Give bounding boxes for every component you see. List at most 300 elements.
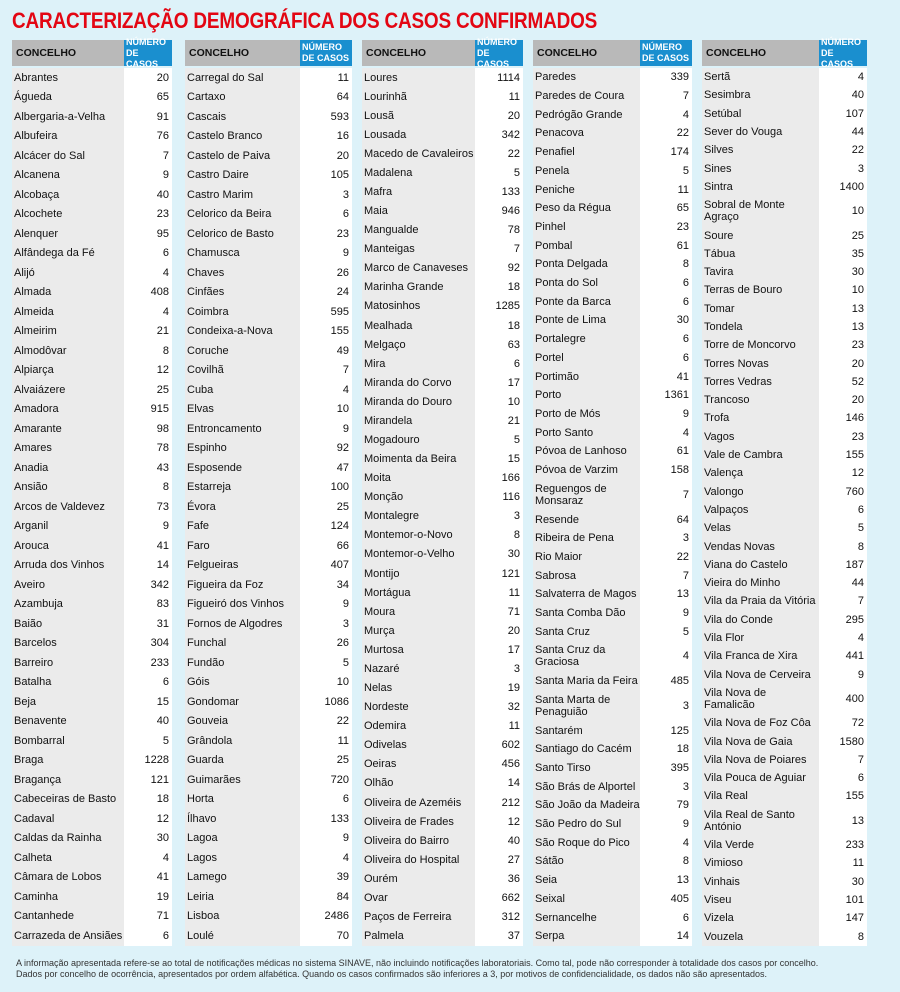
case-count: 13 <box>676 588 689 601</box>
county-name: Matosinhos <box>364 300 421 313</box>
table-row <box>702 199 867 223</box>
county-name: Torres Vedras <box>704 375 772 388</box>
table-header <box>185 40 352 66</box>
county-name: Oliveira do Hospital <box>364 853 460 866</box>
table-row <box>12 384 172 396</box>
county-name: Porto de Mós <box>535 408 601 420</box>
county-name: Estarreja <box>187 481 232 494</box>
table-row <box>362 797 523 809</box>
county-name: Figueiró dos Vinhos <box>187 598 285 611</box>
table-row <box>185 871 352 883</box>
table-row <box>12 793 172 805</box>
table-row <box>12 189 172 201</box>
table-row <box>702 595 867 607</box>
county-name: Reguengos de Monsaraz <box>535 482 607 507</box>
case-count: 24 <box>336 286 349 299</box>
county-name: Santa Marta de Penaguião <box>535 693 611 718</box>
case-count: 78 <box>507 224 520 237</box>
table-row <box>185 462 352 474</box>
table-row <box>533 626 692 638</box>
table-row <box>185 676 352 688</box>
county-name: Penacova <box>535 127 584 140</box>
county-name: Sobral de Monte Agraço <box>704 199 785 224</box>
table-row <box>12 676 172 688</box>
case-count: 662 <box>501 891 520 904</box>
county-name: Velas <box>704 522 731 535</box>
county-name: Castelo de Paiva <box>187 149 271 162</box>
county-name: Nazaré <box>364 662 400 675</box>
case-count: 915 <box>150 403 169 416</box>
header-numero-casos: NÚMERO DE CASOS <box>124 40 172 66</box>
county-name: Odemira <box>364 720 407 733</box>
case-count: 30 <box>676 314 689 327</box>
case-count: 10 <box>851 284 864 297</box>
table-row <box>702 71 867 83</box>
table-row <box>533 930 692 942</box>
case-count: 7 <box>682 569 689 582</box>
table-row <box>12 696 172 708</box>
table-row <box>533 71 692 83</box>
county-name: Funchal <box>187 637 227 650</box>
county-name: Albufeira <box>14 130 58 143</box>
case-count: 3 <box>682 532 689 545</box>
case-count: 407 <box>330 559 349 572</box>
table-row <box>12 637 172 649</box>
table-row <box>12 169 172 181</box>
table-row <box>185 384 352 396</box>
county-name: Coruche <box>187 344 229 357</box>
county-table <box>362 36 523 943</box>
case-count: 6 <box>682 277 689 290</box>
county-name: Peniche <box>535 183 575 196</box>
table-row <box>12 150 172 162</box>
table-row <box>702 541 867 553</box>
case-count: 18 <box>676 743 689 756</box>
county-name: Águeda <box>14 91 52 104</box>
county-name: Ponta do Sol <box>535 277 598 290</box>
county-name: Vila Pouca de Aguiar <box>704 772 806 785</box>
case-count: 6 <box>162 676 169 689</box>
table-row <box>12 735 172 747</box>
case-count: 17 <box>507 643 520 656</box>
county-name: Sintra <box>704 180 733 193</box>
county-name: Pinhel <box>535 220 566 233</box>
case-count: 15 <box>156 695 169 708</box>
table-row <box>12 832 172 844</box>
county-name: Vale de Cambra <box>704 449 783 462</box>
county-name: Oliveira de Frades <box>364 815 454 828</box>
table-row <box>185 930 352 942</box>
header-concelho: CONCELHO <box>185 40 300 66</box>
table-row <box>702 358 867 370</box>
county-name: Fornos de Algodres <box>187 617 283 630</box>
county-name: Valpaços <box>704 503 749 516</box>
table-row <box>702 394 867 406</box>
case-count: 8 <box>682 258 689 271</box>
table-row <box>533 165 692 177</box>
case-count: 1580 <box>839 735 864 748</box>
table-rows <box>185 68 352 946</box>
county-name: Felgueiras <box>187 559 239 572</box>
case-count: 11 <box>337 71 349 84</box>
county-name: Setúbal <box>704 107 742 120</box>
header-concelho: CONCELHO <box>533 40 640 66</box>
case-count: 6 <box>682 351 689 364</box>
county-name: Vila Nova de Gaia <box>704 735 793 748</box>
county-name: Mirandela <box>364 414 413 427</box>
table-row <box>702 577 867 589</box>
case-count: 5 <box>513 166 520 179</box>
county-name: Alfândega da Fé <box>14 247 95 260</box>
table-row <box>185 793 352 805</box>
county-name: Madalena <box>364 166 413 179</box>
county-name: Castelo Branco <box>187 130 263 143</box>
table-row <box>362 701 523 713</box>
case-count: 30 <box>156 832 169 845</box>
county-name: Lagos <box>187 851 217 864</box>
county-name: Vendas Novas <box>704 540 775 553</box>
county-name: Mealhada <box>364 319 413 332</box>
county-name: Cinfães <box>187 286 225 299</box>
table-row <box>533 221 692 233</box>
county-name: Vila Nova de Foz Côa <box>704 717 811 730</box>
case-count: 35 <box>851 247 864 260</box>
case-count: 133 <box>330 812 349 825</box>
table-row <box>185 696 352 708</box>
case-count: 65 <box>676 202 689 215</box>
case-count: 11 <box>852 857 864 870</box>
case-count: 7 <box>162 149 169 162</box>
case-count: 36 <box>507 872 520 885</box>
county-name: Almada <box>14 286 52 299</box>
county-name: Santarém <box>535 724 583 737</box>
case-count: 4 <box>857 632 864 645</box>
table-row <box>533 607 692 619</box>
table-row <box>362 758 523 770</box>
case-count: 23 <box>851 339 864 352</box>
case-count: 7 <box>682 90 689 103</box>
case-count: 19 <box>156 890 169 903</box>
case-count: 101 <box>845 893 864 906</box>
case-count: 25 <box>336 500 349 513</box>
county-name: Guarda <box>187 754 224 767</box>
county-name: Viseu <box>704 893 732 906</box>
table-row <box>533 277 692 289</box>
case-count: 133 <box>501 186 520 198</box>
case-count: 25 <box>336 754 349 767</box>
case-count: 9 <box>162 520 169 533</box>
county-name: Sines <box>704 162 732 175</box>
county-name: Celorico da Beira <box>187 208 272 221</box>
table-row <box>12 598 172 610</box>
case-count: 233 <box>845 839 864 852</box>
table-row <box>12 871 172 883</box>
table-row <box>362 835 523 847</box>
table-row <box>702 754 867 766</box>
table-row <box>362 320 523 332</box>
table-row <box>362 625 523 637</box>
case-count: 11 <box>337 734 349 747</box>
table-row <box>533 408 692 420</box>
county-name: Portel <box>535 351 564 364</box>
table-row <box>12 228 172 240</box>
county-name: Vimioso <box>704 857 743 870</box>
case-count: 116 <box>502 491 520 504</box>
county-name: Anadia <box>14 461 49 474</box>
county-name: Mangualde <box>364 224 419 237</box>
county-name: Figueira da Foz <box>187 578 264 591</box>
table-header <box>362 36 523 69</box>
table-row <box>12 657 172 669</box>
case-count: 147 <box>845 912 864 925</box>
table-row <box>533 333 692 345</box>
case-count: 158 <box>670 464 689 477</box>
case-count: 9 <box>682 818 689 831</box>
table-row <box>362 873 523 885</box>
case-count: 5 <box>857 522 864 535</box>
table-row <box>12 540 172 552</box>
case-count: 342 <box>150 578 169 591</box>
county-name: Sernancelhe <box>535 911 597 924</box>
case-count: 146 <box>845 412 864 425</box>
case-count: 187 <box>845 558 864 571</box>
county-name: Beja <box>14 695 37 708</box>
case-count: 121 <box>150 773 169 786</box>
county-name: Carregal do Sal <box>187 71 264 84</box>
case-count: 9 <box>162 169 169 182</box>
county-name: Cabeceiras de Basto <box>14 793 117 806</box>
county-name: Alcochete <box>14 208 63 221</box>
county-name: Santa Cruz da Graciosa <box>535 644 606 669</box>
table-row <box>185 286 352 298</box>
case-count: 166 <box>501 472 520 485</box>
table-row <box>702 248 867 260</box>
table-row <box>533 184 692 196</box>
table-row <box>362 205 523 217</box>
county-name: Sertã <box>704 71 731 84</box>
case-count: 66 <box>336 539 349 552</box>
case-count: 4 <box>857 71 864 84</box>
county-name: Tábua <box>704 247 736 260</box>
case-count: 26 <box>336 266 349 279</box>
table-row <box>12 111 172 123</box>
table-row <box>12 130 172 142</box>
case-count: 11 <box>508 586 520 599</box>
case-count: 10 <box>507 395 520 408</box>
table-row <box>362 644 523 656</box>
case-count: 64 <box>676 513 689 526</box>
case-count: 1400 <box>839 180 864 193</box>
county-name: Amarante <box>14 422 62 435</box>
table-row <box>185 501 352 513</box>
table-row <box>702 736 867 748</box>
table-row <box>702 89 867 101</box>
county-name: Santa Comba Dão <box>535 607 626 620</box>
county-name: Batalha <box>14 676 52 689</box>
table-row <box>533 781 692 793</box>
case-count: 41 <box>676 370 689 383</box>
table-row <box>533 483 692 507</box>
table-row <box>362 415 523 427</box>
table-row <box>533 799 692 811</box>
case-count: 17 <box>507 376 520 389</box>
county-name: Condeixa-a-Nova <box>187 325 273 338</box>
county-name: Cantanhede <box>14 910 74 923</box>
case-count: 10 <box>336 403 349 416</box>
case-count: 71 <box>156 910 169 923</box>
county-name: Viana do Castelo <box>704 558 788 571</box>
table-row <box>185 852 352 864</box>
table-row <box>362 167 523 179</box>
case-count: 20 <box>851 394 864 407</box>
table-row <box>362 281 523 293</box>
table-row <box>702 614 867 626</box>
county-name: Horta <box>187 793 214 806</box>
county-table <box>185 40 352 942</box>
case-count: 49 <box>336 344 349 357</box>
table-row <box>185 91 352 103</box>
county-name: Vila Nova de Poiares <box>704 753 807 766</box>
table-row <box>12 481 172 493</box>
county-name: Trancoso <box>704 394 750 407</box>
county-table <box>12 36 172 942</box>
county-table <box>533 40 692 943</box>
case-count: 3 <box>513 662 520 675</box>
county-name: Vila Verde <box>704 839 754 852</box>
table-row <box>185 442 352 454</box>
county-name: Montemor-o-Velho <box>364 548 455 561</box>
case-count: 92 <box>507 262 520 275</box>
table-row <box>12 91 172 103</box>
case-count: 12 <box>156 812 169 825</box>
table-row <box>533 675 692 687</box>
county-name: Murça <box>364 624 395 637</box>
case-count: 593 <box>330 110 349 123</box>
case-count: 595 <box>330 305 349 318</box>
table-row <box>12 345 172 357</box>
case-count: 9 <box>682 408 689 420</box>
county-name: Chaves <box>187 266 225 279</box>
county-name: Vieira do Minho <box>704 577 781 590</box>
county-name: Lousada <box>364 128 407 141</box>
case-count: 91 <box>156 110 169 123</box>
table-row <box>533 427 692 439</box>
case-count: 20 <box>156 71 169 84</box>
case-count: 4 <box>342 851 349 864</box>
county-name: Castro Daire <box>187 169 249 182</box>
case-count: 405 <box>670 892 689 905</box>
case-count: 6 <box>682 333 689 346</box>
table-row <box>533 855 692 867</box>
case-count: 63 <box>507 338 520 351</box>
case-count: 3 <box>342 617 349 630</box>
case-count: 40 <box>156 715 169 728</box>
county-name: Melgaço <box>364 338 406 351</box>
table-row <box>185 306 352 318</box>
county-name: Vinhais <box>704 875 740 888</box>
case-count: 22 <box>507 147 520 160</box>
table-row <box>702 790 867 802</box>
case-count: 6 <box>857 772 864 785</box>
table-header <box>702 36 867 69</box>
table-row <box>185 618 352 630</box>
table-row <box>702 912 867 924</box>
case-count: 14 <box>676 930 689 943</box>
header-numero-casos: NÚMERO DE CASOS <box>300 40 352 66</box>
case-count: 946 <box>501 205 520 218</box>
table-row <box>702 650 867 662</box>
table-row <box>362 720 523 732</box>
table-row <box>362 377 523 389</box>
county-name: Abrantes <box>14 71 59 84</box>
county-name: Valongo <box>704 485 744 498</box>
case-count: 25 <box>156 383 169 396</box>
county-name: Macedo de Cavaleiros <box>364 147 474 160</box>
case-count: 22 <box>676 127 689 140</box>
table-row <box>702 412 867 424</box>
case-count: 8 <box>513 529 520 542</box>
table-row <box>185 774 352 786</box>
table-row <box>702 669 867 681</box>
case-count: 39 <box>336 871 349 884</box>
county-name: Carrazeda de Ansiães <box>14 929 123 942</box>
table-row <box>12 501 172 513</box>
county-name: Santa Cruz <box>535 625 591 638</box>
case-count: 7 <box>857 753 864 766</box>
case-count: 3 <box>682 699 689 712</box>
case-count: 174 <box>670 146 689 159</box>
county-name: Seia <box>535 874 558 887</box>
county-name: Miranda do Corvo <box>364 376 452 389</box>
county-name: Vila Real de Santo António <box>704 808 795 833</box>
case-count: 6 <box>682 911 689 924</box>
county-name: Ponta Delgada <box>535 258 608 271</box>
case-count: 20 <box>851 357 864 370</box>
table-row <box>12 852 172 864</box>
case-count: 71 <box>507 605 520 618</box>
table-row <box>533 570 692 582</box>
county-name: Celorico de Basto <box>187 227 274 240</box>
table-row <box>362 148 523 160</box>
case-count: 6 <box>162 247 169 260</box>
case-count: 155 <box>845 449 864 462</box>
case-count: 9 <box>857 668 864 681</box>
county-name: Ourém <box>364 872 398 885</box>
county-name: Moura <box>364 605 396 618</box>
county-name: Murtosa <box>364 643 404 656</box>
county-name: Oliveira de Azeméis <box>364 796 462 809</box>
table-row <box>12 72 172 84</box>
table-row <box>362 930 523 942</box>
county-name: Albergaria-a-Velha <box>14 110 106 123</box>
header-numero-casos: NÚMERO DE CASOS <box>640 40 692 66</box>
table-row <box>702 687 867 711</box>
case-count: 5 <box>682 625 689 638</box>
case-count: 8 <box>162 481 169 494</box>
table-row <box>12 462 172 474</box>
county-name: São João da Madeira <box>535 799 640 812</box>
table-row <box>185 72 352 84</box>
county-name: Serpa <box>535 930 565 943</box>
table-row <box>533 743 692 755</box>
county-name: Sabrosa <box>535 569 576 582</box>
county-name: Barreiro <box>14 656 54 669</box>
county-name: Alijó <box>14 266 35 279</box>
table-row <box>12 403 172 415</box>
case-count: 37 <box>507 930 520 943</box>
case-count: 30 <box>507 548 520 561</box>
case-count: 34 <box>336 578 349 591</box>
